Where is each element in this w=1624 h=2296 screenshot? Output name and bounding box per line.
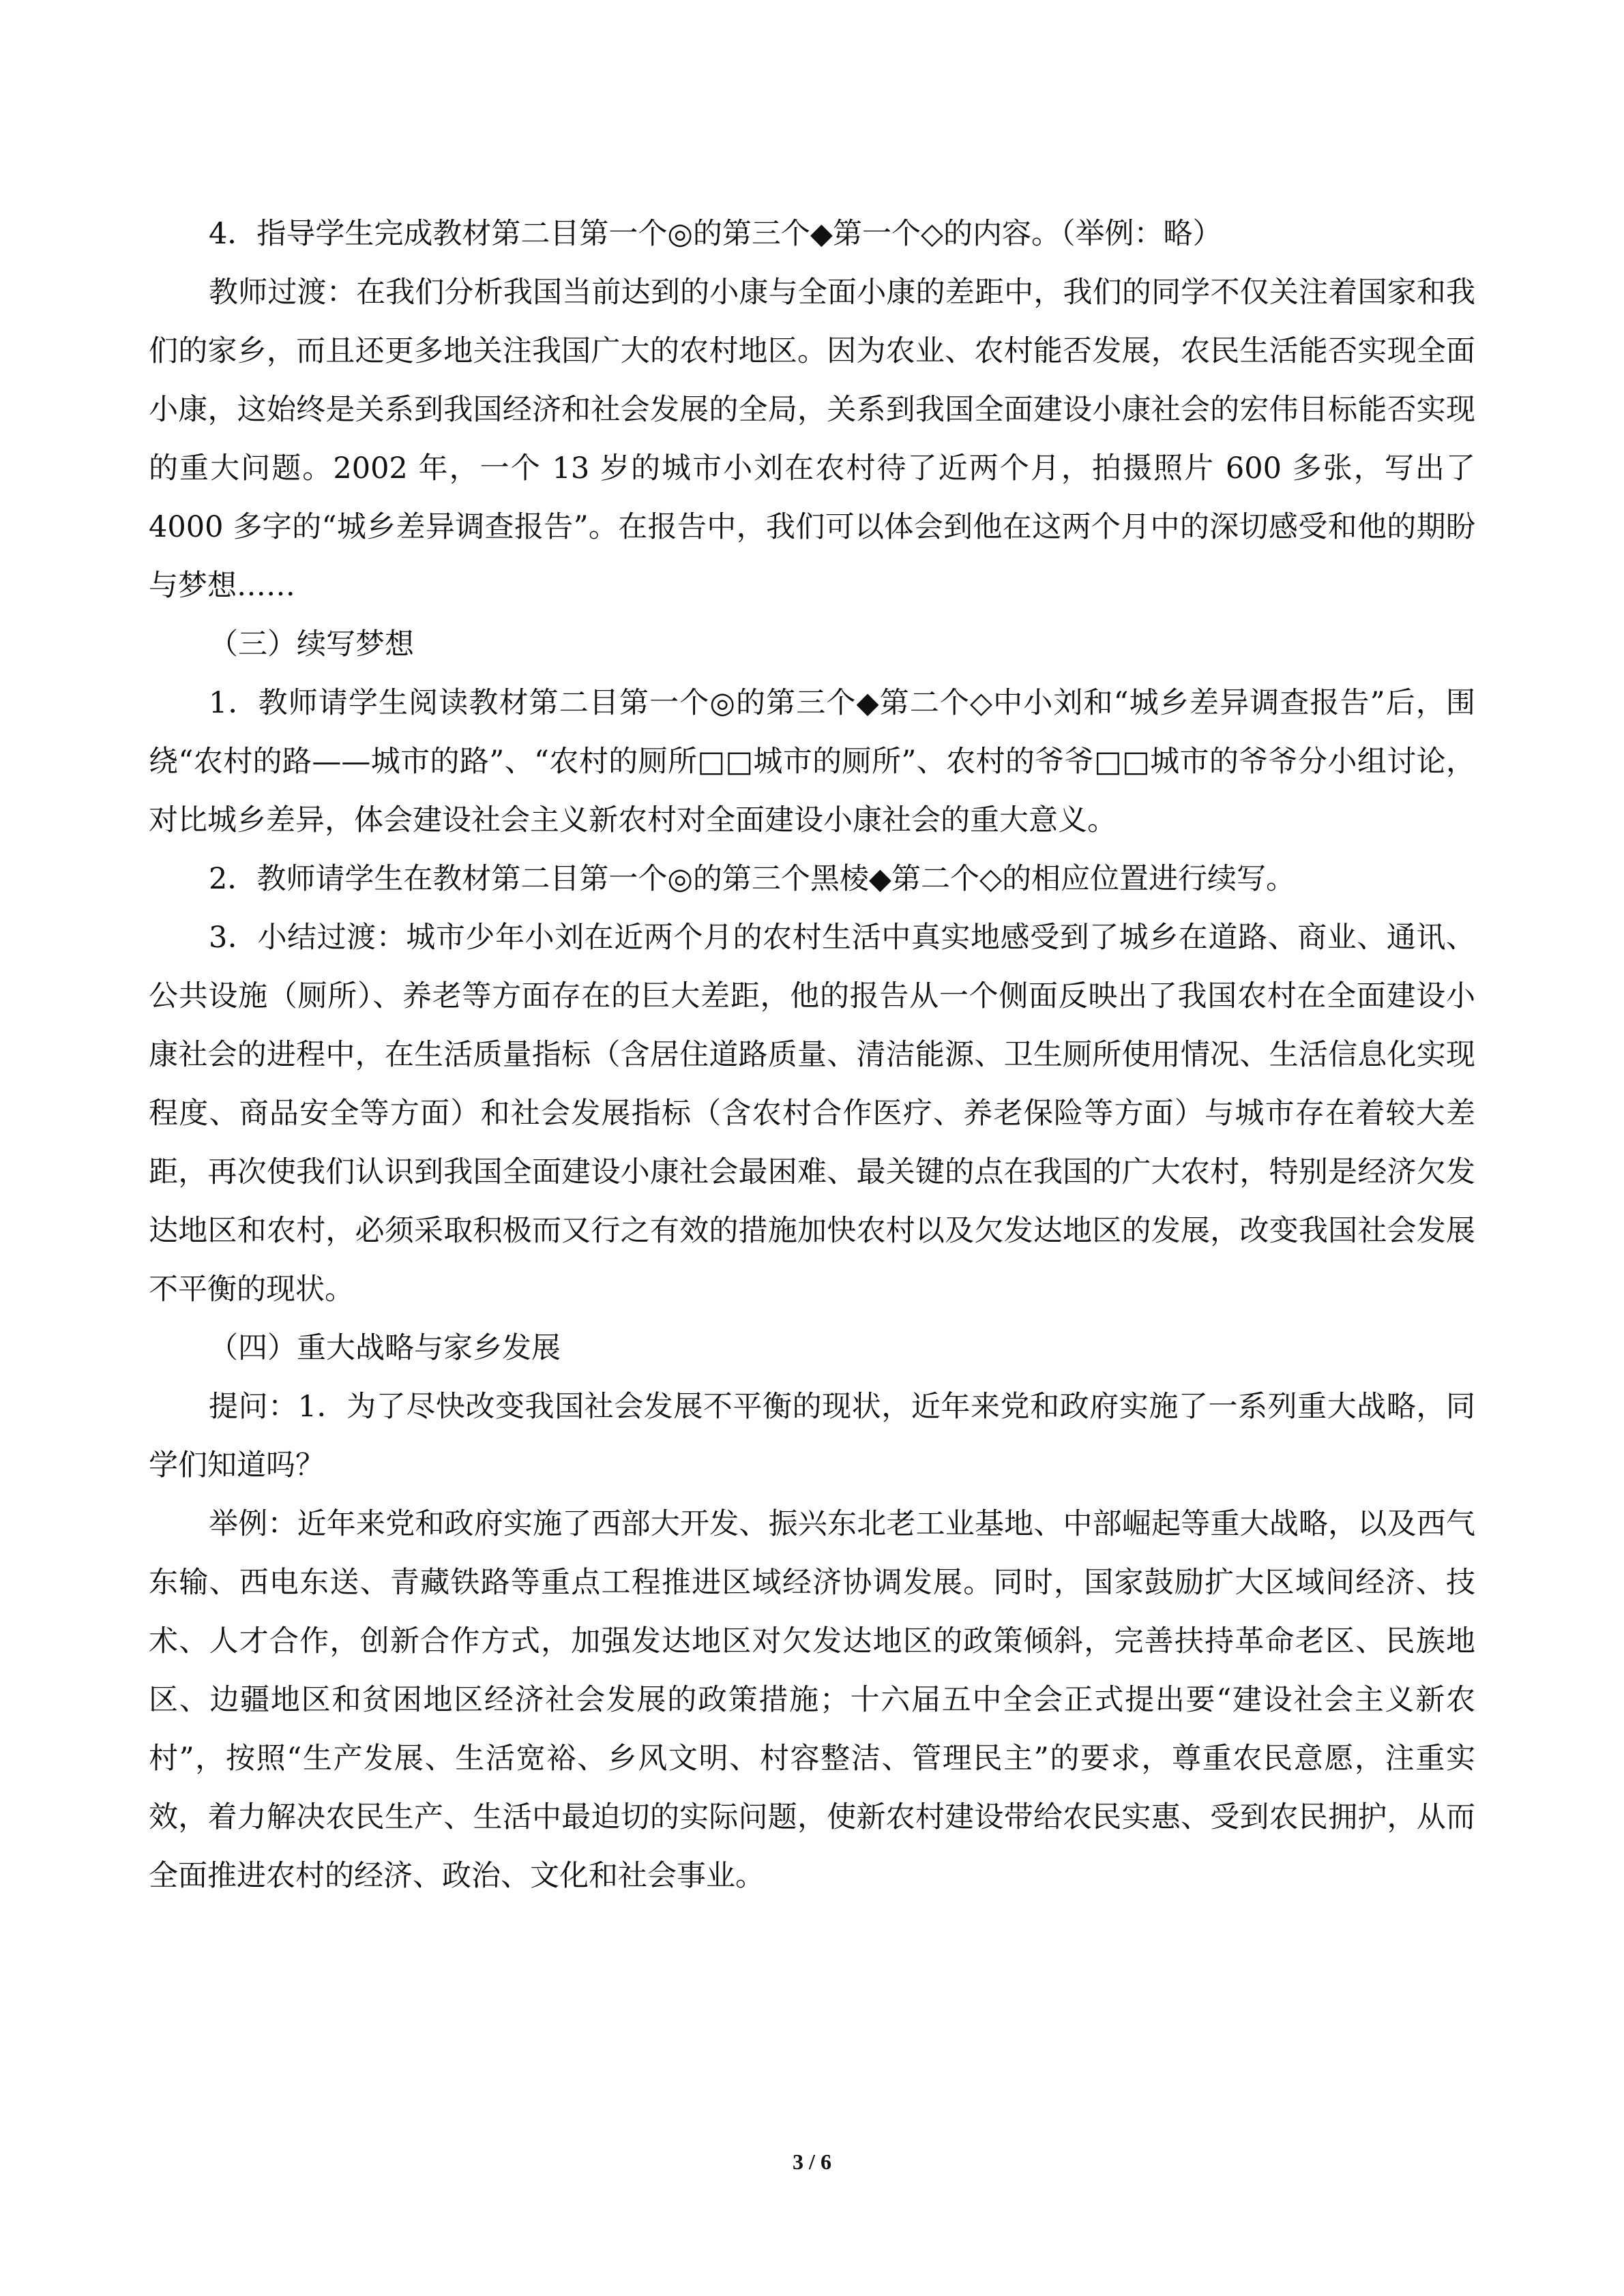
section-heading-continue-dream: （三）续写梦想 [209,627,414,661]
paragraph-step-3-summary: 3．小结过渡：城市少年小刘在近两个月的农村生活中真实地感受到了城乡在道路、商业、通讯、公共设施（厕所）、养老等方面存在的巨大差距，他的报告从一个侧面反映出了我国农村在全面建设小康社会的进程中，在生活质量指标（含居住道路质量、清洁能源、卫生厕所使用情况、生活信息化实现程度、商品安全等方面）和社会发展指标（含农村合作医疗、养老保险等方面）与城市存在着较大差距，再次使我们认识到我国全面建设小康社会最困难、最关键的点在我国的广大农村，特别是经济欠发达地区和农村，必须采取积极而又行之有效的措施加快农村以及欠发达地区的发展，改变我国社会发展不平衡的现状。 [149,921,1475,1307]
section-heading-major-strategy: （四）重大战略与家乡发展 [209,1331,561,1365]
paragraph-step-1: 1．教师请学生阅读教材第二目第一个◎的第三个◆第二个◇中小刘和“城乡差异调查报告”后，围绕“农村的路——城市的路”、“农村的厕所□□城市的厕所”、农村的爷爷□□城市的爷爷分小组讨论，对比城乡差异，体会建设社会主义新农村对全面建设小康社会的重大意义。 [149,686,1475,837]
paragraph-step-2: 2．教师请学生在教材第二目第一个◎的第三个黑棱◆第二个◇的相应位置进行续写。 [209,862,1296,896]
paragraph-step-4: 4．指导学生完成教材第二目第一个◎的第三个◆第一个◇的内容。（举例：略） [209,217,1222,251]
document-body [149,205,1485,1905]
paragraph-question-1: 提问：1．为了尽快改变我国社会发展不平衡的现状，近年来党和政府实施了一系列重大战略，同学们知道吗？ [149,1390,1475,1482]
paragraph-example: 举例：近年来党和政府实施了西部大开发、振兴东北老工业基地、中部崛起等重大战略，以及西气东输、西电东送、青藏铁路等重点工程推进区域经济协调发展。同时，国家鼓励扩大区域间经济、技术、人才合作，创新合作方式，加强发达地区对欠发达地区的政策倾斜，完善扶持革命老区、民族地区、边疆地区和贫困地区经济社会发展的政策措施；十六届五中全会正式提出要“建设社会主义新农村”，按照“生产发展、生活宽裕、乡风文明、村容整洁、管理民主”的要求，尊重农民意愿，注重实效，着力解决农民生产、生活中最迫切的实际问题，使新农村建设带给农民实惠、受到农民拥护，从而全面推进农村的经济、政治、文化和社会事业。 [149,1507,1475,1893]
page-number: 3 / 6 [793,2149,831,2174]
paragraph-teacher-transition: 教师过渡：在我们分析我国当前达到的小康与全面小康的差距中，我们的同学不仅关注着国家和我们的家乡，而且还更多地关注我国广大的农村地区。因为农业、农村能否发展，农民生活能否实现全面小康，这始终是关系到我国经济和社会发展的全局，关系到我国全面建设小康社会的宏伟目标能否实现的重大问题。2002 年，一个 13 岁的城市小刘在农村待了近两个月，拍摄照片 600 多张，写出了 4000 多字的“城乡差异调查报告”。在报告中，我们可以体会到他在这两个月中的深切感受和他的期盼与梦想…… [149,275,1485,603]
